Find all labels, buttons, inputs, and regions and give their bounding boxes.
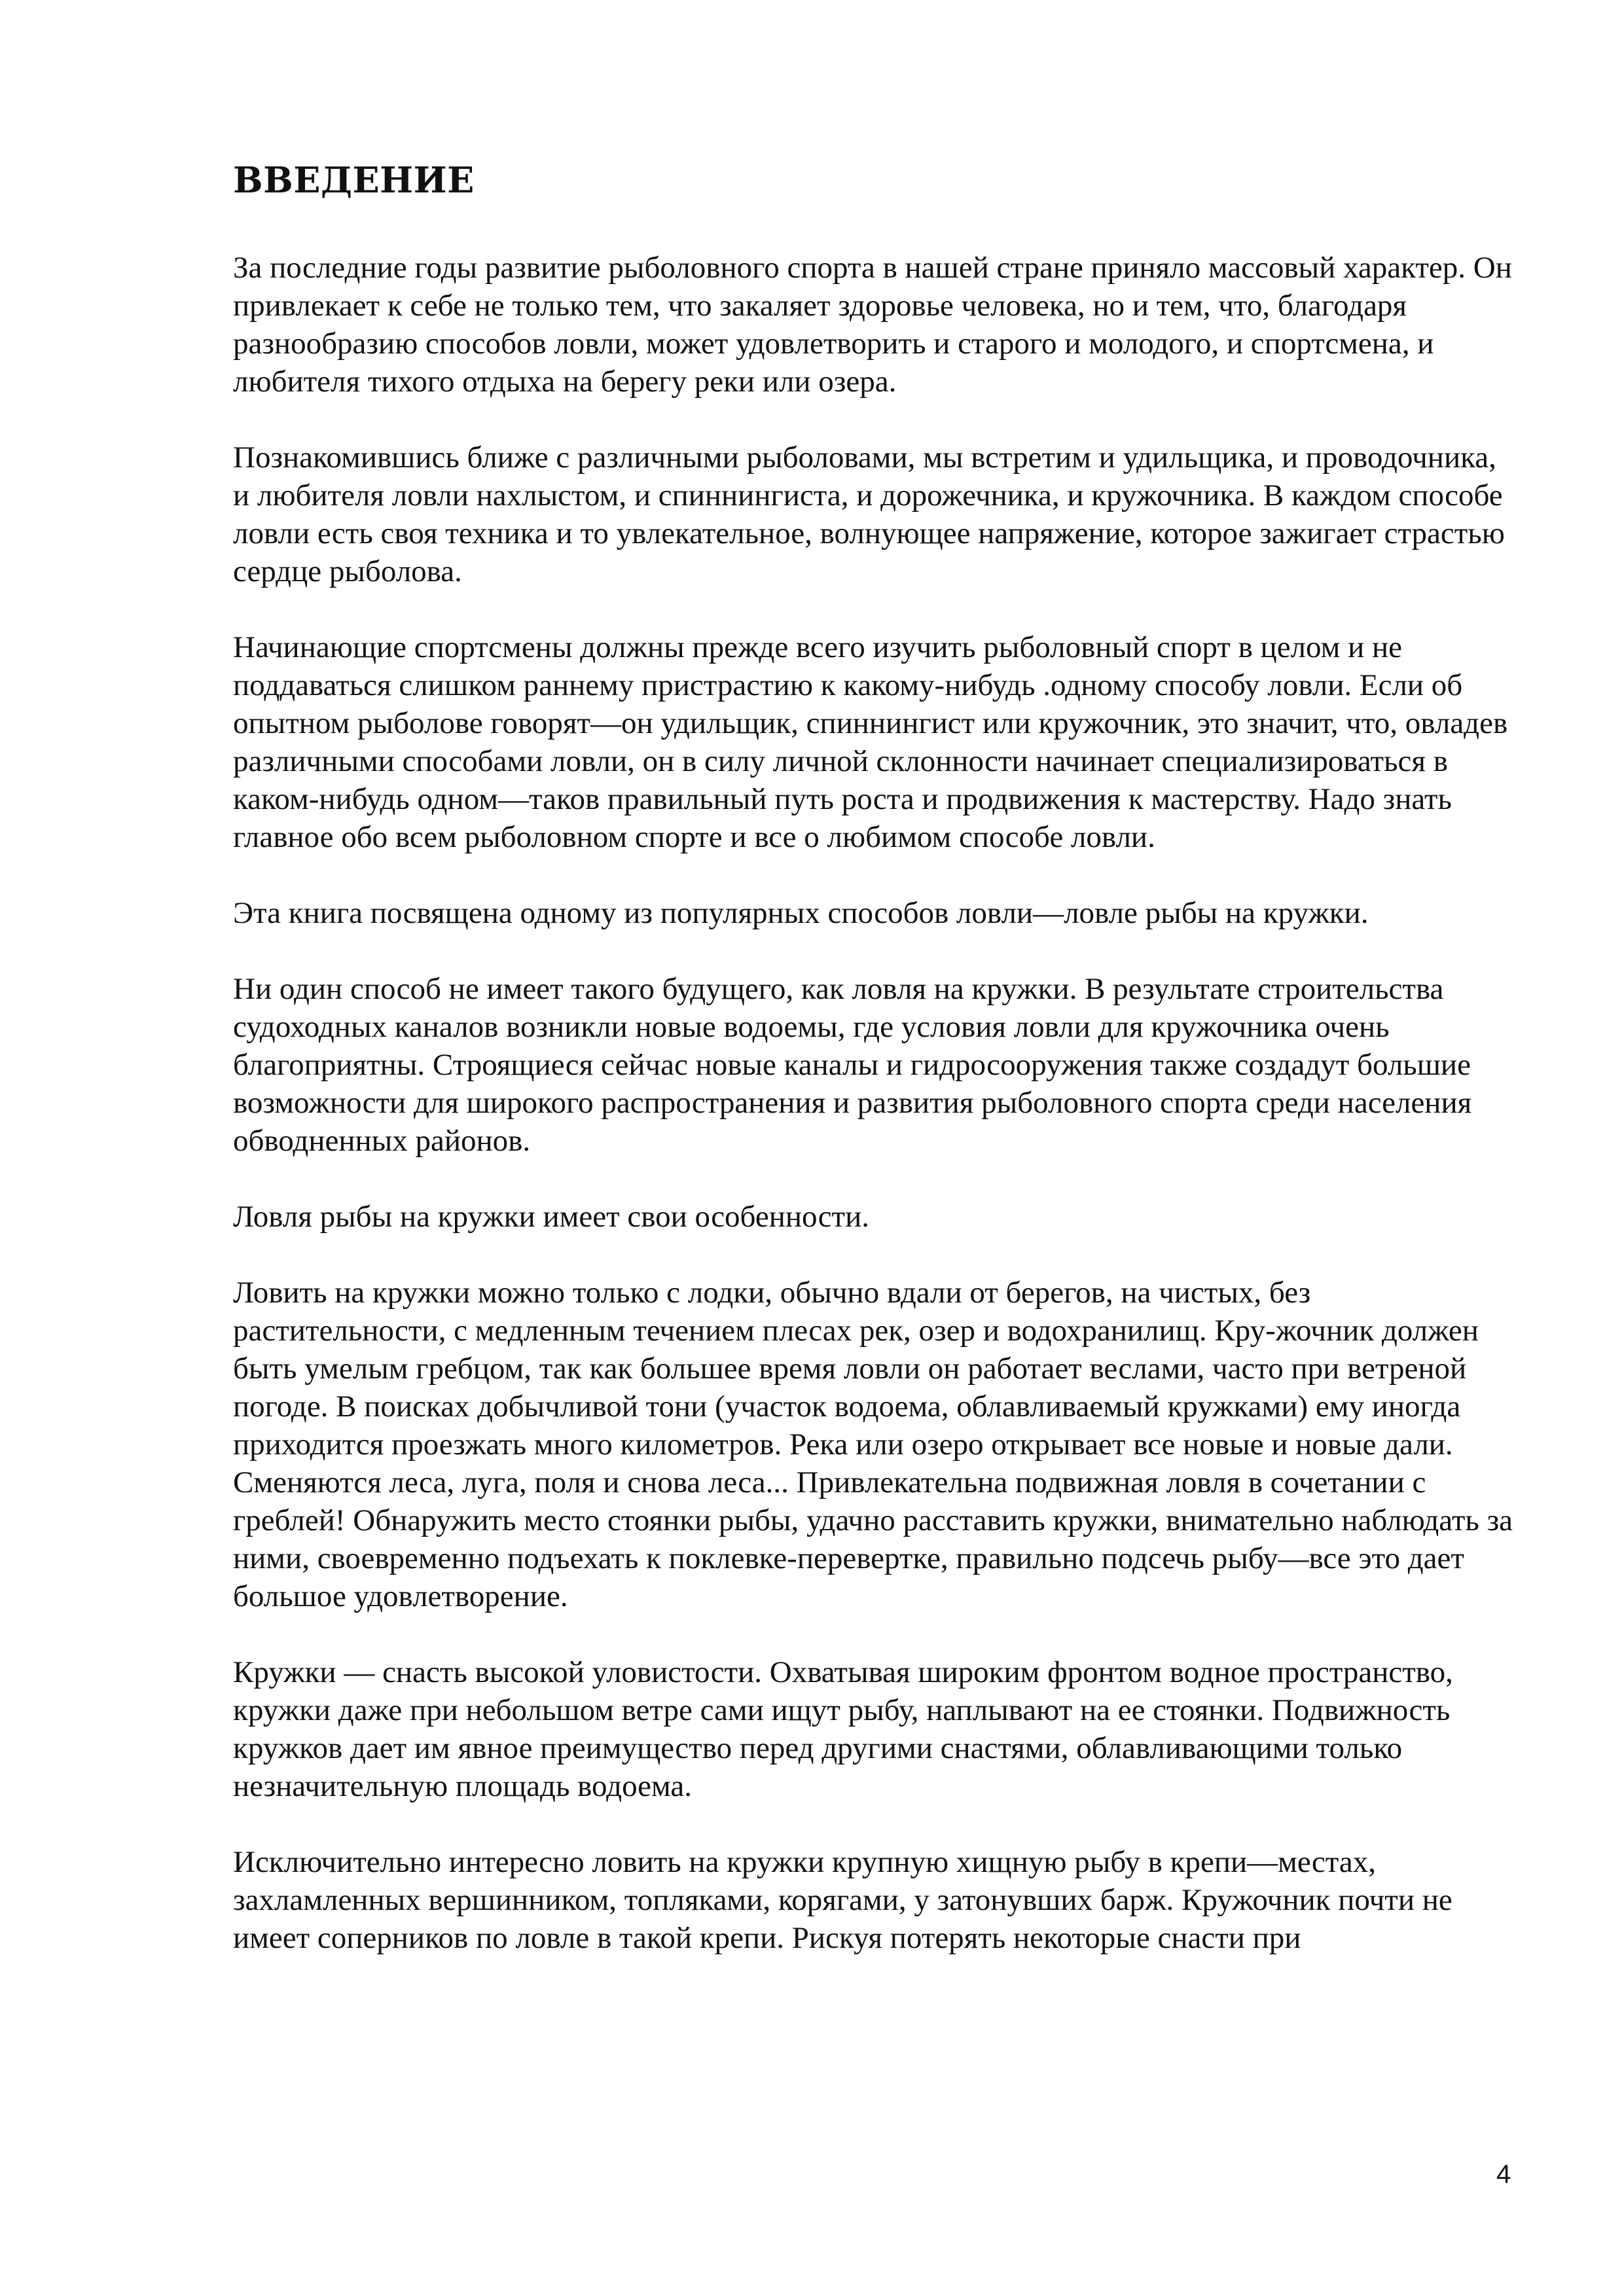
paragraph-6: Ловля рыбы на кружки имеет свои особенности. (233, 1199, 869, 1234)
paragraph-1: За последние годы развитие рыболовного спорта в нашей стране приняло массовый характер. Он привлекает к себе не только тем, что закаляет здоровье человека, но и тем, что, благодаря разнообразию способов ловли, может удовлетворить и старого и молодого, и спортсмена, и любителя тихого отдыха на берегу реки или озера. (233, 250, 1512, 399)
paragraph-9: Исключительно интересно ловить на кружки крупную хищную рыбу в крепи—местах, захламленных вершинником, топляками, корягами, у затонувших барж. Кружочник почти не имеет соперников по ловле в такой крепи. Рискуя потерять некоторые снасти при (233, 1844, 1453, 1955)
paragraph-2: Познакомившись ближе с различными рыболовами, мы встретим и удильщика, и проводочника, и любителя ловли нахлыстом, и спиннингиста, и дорожечника, и кружочника. В каждом способе ловли есть своя техника и то увлекательное, волнующее напряжение, которое зажигает страстью сердце рыболова. (233, 440, 1505, 588)
section-heading: ВВЕДЕНИЕ (233, 159, 475, 201)
paragraph-7: Ловить на кружки можно только с лодки, обычно вдали от берегов, на чистых, без растительности, с медленным течением плесах рек, озер и водохранилищ. Кру-жочник должен быть умелым гребцом, так как большее время ловли он работает веслами, часто при ветреной погоде. В поисках добычливой тони (участок водоема, облавливаемый кружками) ему иногда приходится проезжать много километров. Река или озеро открывает все новые и новые дали. Сменяются леса, луга, поля и снова леса... Привлекательна подвижная ловля в сочетании с греблей! Обнаружить место стоянки рыбы, удачно расставить кружки, внимательно наблюдать за ними, своевременно подъехать к поклевке-перевертке, правильно подсечь рыбу—все это дает большое удовлетворение. (233, 1275, 1513, 1613)
paragraph-8: Кружки — снасть высокой уловистости. Охватывая широким фронтом водное пространство, кружки даже при небольшом ветре сами ищут рыбу, наплывают на ее стоянки. Подвижность кружков дает им явное преимущество перед другими снастями, облавливающими только незначительную площадь водоема. (233, 1655, 1453, 1803)
paragraph-5: Ни один способ не имеет такого будущего, как ловля на кружки. В результате строительства судоходных каналов возникли новые водоемы, где условия ловли для кружочника очень благоприятны. Строящиеся сейчас новые каналы и гидросооружения также создадут большие возможности для широкого распространения и развития рыболовного спорта среди населения обводненных районов. (233, 971, 1472, 1158)
paragraph-3: Начинающие спортсмены должны прежде всего изучить рыболовный спорт в целом и не поддаваться слишком раннему пристрастию к какому-нибудь .одному способу ловли. Если об опытном рыболове говорят—он удильщик, спиннингист или кружочник, это значит, что, овладев различными способами ловли, он в силу личной склонности начинает специализироваться в каком-нибудь одном—таков правильный путь роста и продвижения к мастерству. Надо знать главное обо всем рыболовном спорте и все о любимом способе ловли. (233, 630, 1508, 854)
page-content (233, 159, 1516, 1995)
page-number: 4 (1496, 2160, 1511, 2189)
paragraph-4: Эта книга посвящена одному из популярных способов ловли—ловле рыбы на кружки. (233, 895, 1369, 930)
